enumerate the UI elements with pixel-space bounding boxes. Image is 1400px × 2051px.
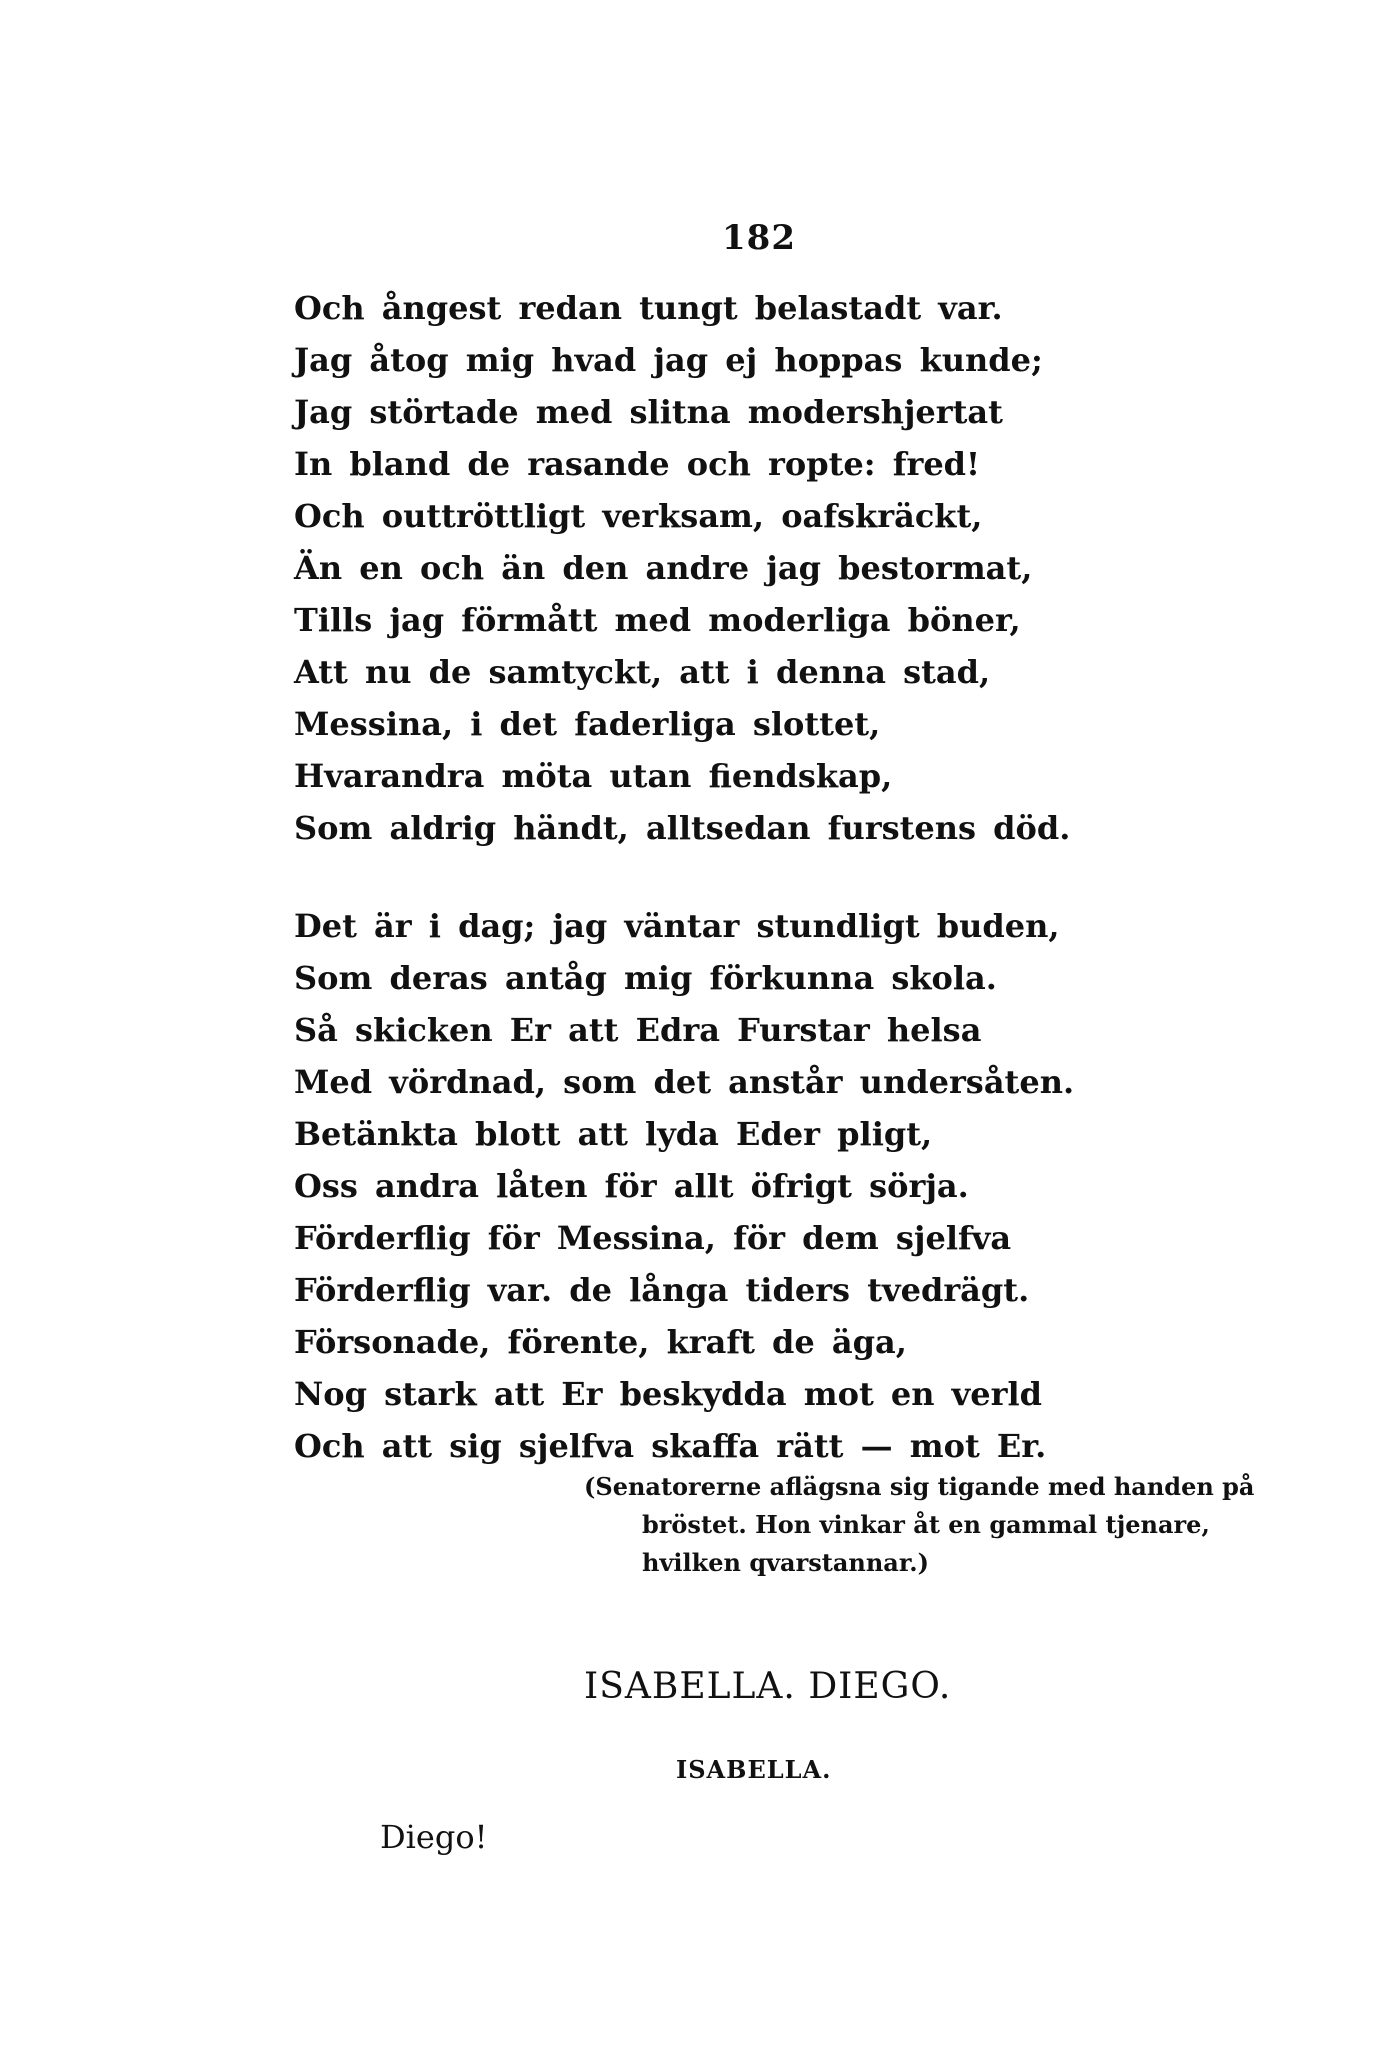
verse-line: Än en och än den andre jag bestormat, <box>294 549 1033 587</box>
page-number: 182 <box>722 218 796 258</box>
stage-direction-line: hvilken qvarstannar.) <box>642 1548 930 1577</box>
verse-line: Och att sig sjelfva skaffa rätt — mot Er. <box>294 1427 1047 1465</box>
verse-line: Oss andra låten för allt öfrigt sörja. <box>294 1167 969 1205</box>
verse-line: Förderflig för Messina, för dem sjelfva <box>294 1219 1012 1257</box>
verse-line: Det är i dag; jag väntar stundligt buden, <box>294 907 1060 945</box>
stanza-1 <box>294 282 1294 854</box>
verse-line: Och ångest redan tungt belastadt var. <box>294 289 1003 327</box>
scene-heading: ISABELLA. DIEGO. <box>584 1666 952 1707</box>
speaker-name: ISABELLA. <box>676 1755 832 1784</box>
verse-line: Förderflig var. de långa tiders tvedrägt. <box>294 1271 1030 1309</box>
verse-line: Messina, i det faderliga slottet, <box>294 705 881 743</box>
verse-line: Med vördnad, som det anstår undersåten. <box>294 1063 1075 1101</box>
verse-line: Jag åtog mig hvad jag ej hoppas kunde; <box>294 341 1043 379</box>
verse-line: Att nu de samtyckt, att i denna stad, <box>294 653 991 691</box>
verse-line: Som deras antåg mig förkunna skola. <box>294 959 997 997</box>
verse-line: Tills jag förmått med moderliga böner, <box>294 601 1021 639</box>
stage-direction <box>584 1468 1255 1582</box>
verse-line: Och outtröttligt verksam, oafskräckt, <box>294 497 983 535</box>
verse-line: Som aldrig händt, alltsedan furstens död. <box>294 809 1071 847</box>
verse-line: Försonade, förente, kraft de äga, <box>294 1323 907 1361</box>
speech-line: Diego! <box>380 1818 488 1856</box>
verse-line: Jag störtade med slitna modershjertat <box>294 393 1003 431</box>
verse-line: Nog stark att Er beskydda mot en verld <box>294 1375 1043 1413</box>
verse-line: In bland de rasande och ropte: fred! <box>294 445 981 483</box>
verse-line: Så skicken Er att Edra Furstar helsa <box>294 1011 982 1049</box>
stage-direction-line: (Senatorerne aflägsna sig tigande med handen på <box>584 1472 1255 1501</box>
verse-line: Hvarandra möta utan fiendskap, <box>294 757 893 795</box>
stage-direction-line: bröstet. Hon vinkar åt en gammal tjenare, <box>642 1510 1210 1539</box>
stanza-2 <box>294 900 1294 1472</box>
verse-line: Betänkta blott att lyda Eder pligt, <box>294 1115 933 1153</box>
